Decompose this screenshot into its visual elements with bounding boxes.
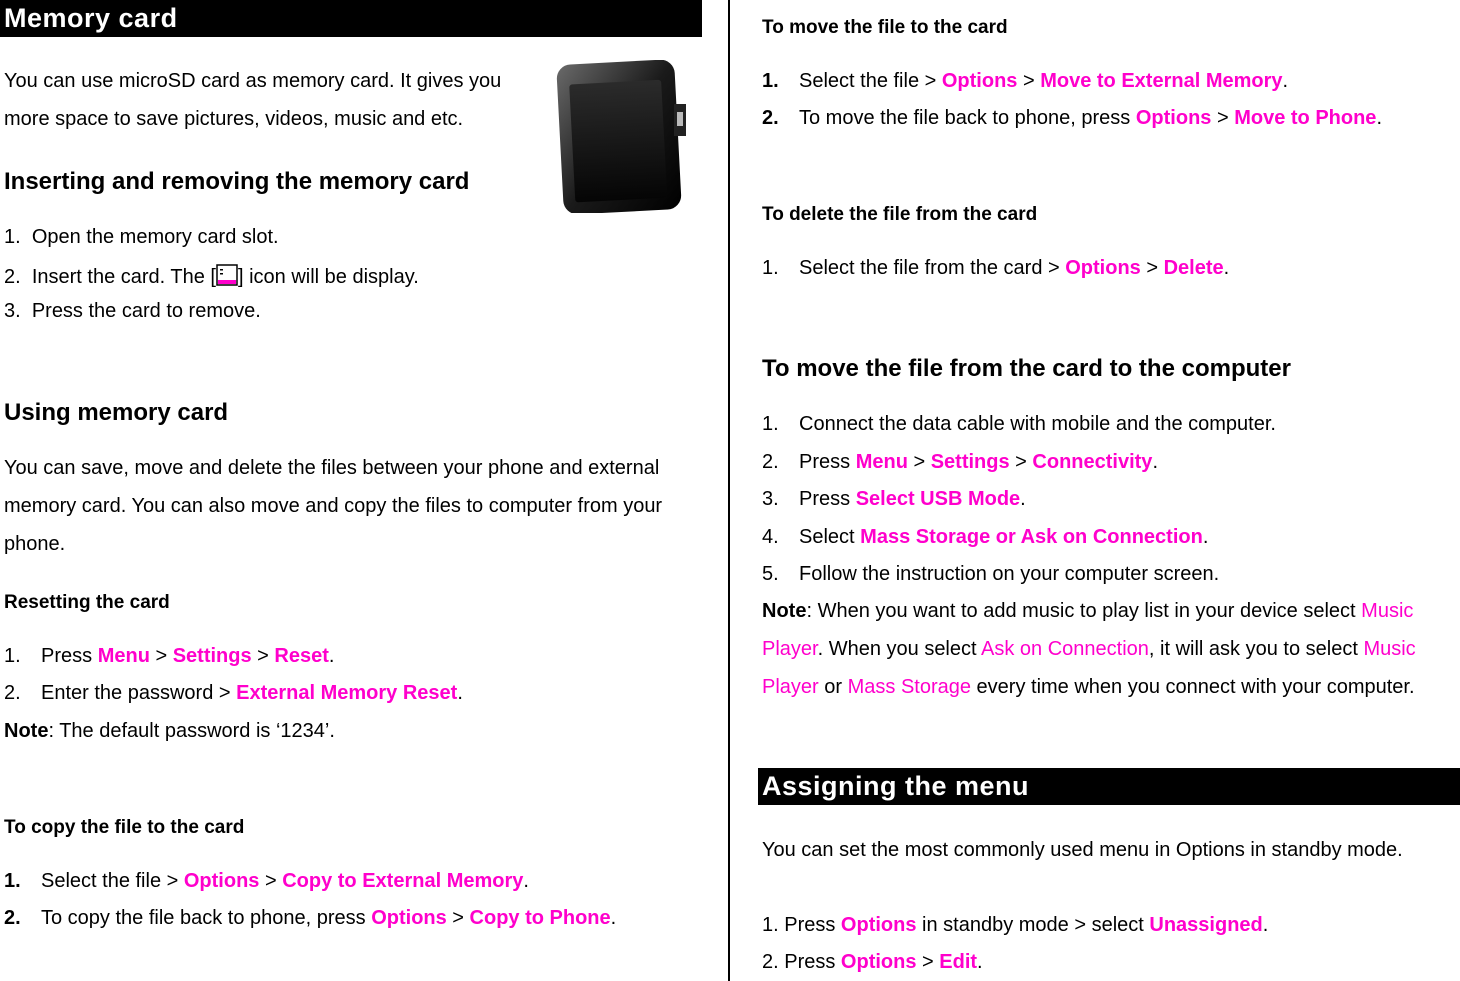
- separator: >: [251, 645, 275, 667]
- reset-step-2: [4, 682, 463, 705]
- keyword-move-to-phone: Move to Phone: [1234, 107, 1377, 129]
- keyword-settings: Settings: [930, 451, 1010, 473]
- step-number: 1.: [762, 257, 779, 279]
- computer-step-2: [762, 451, 1158, 474]
- step-text: Press: [799, 488, 856, 510]
- period: .: [1202, 526, 1209, 548]
- keyword-external-memory-reset: External Memory Reset: [236, 682, 458, 704]
- separator: >: [149, 645, 173, 667]
- copy-step-2: [4, 907, 616, 930]
- period: .: [1152, 451, 1158, 473]
- note-text: : When you want to add music to play list in your device select: [806, 600, 1362, 622]
- keyword-settings: Settings: [172, 645, 252, 667]
- intro-paragraph: You can use microSD card as memory card. It gives you more space to save pictures, videos, music and etc.: [4, 70, 502, 130]
- separator: >: [446, 907, 470, 929]
- computer-step-3: [762, 488, 1026, 511]
- period: .: [1223, 257, 1230, 279]
- keyword-copy-to-phone: Copy to Phone: [469, 907, 611, 929]
- term-music-player: Music Player: [762, 638, 1416, 698]
- delete-step-1: [762, 257, 1229, 280]
- step-text: Press: [799, 451, 856, 473]
- note-label: Note: [4, 720, 49, 742]
- keyword-options: Options: [840, 951, 917, 973]
- step-number: 2.: [762, 451, 779, 473]
- keyword-edit: Edit: [939, 951, 978, 973]
- assign-intro: You can set the most commonly used menu in Options in standby mode.: [762, 839, 1403, 861]
- computer-step-5: [762, 563, 1219, 586]
- term-ask-on-connection: Ask on Connection: [981, 638, 1149, 660]
- period: .: [328, 645, 335, 667]
- note-label: Note: [762, 600, 807, 622]
- step-text: Select the file >: [41, 870, 184, 892]
- computer-step-4: [762, 526, 1208, 549]
- step-number: 3.: [762, 488, 779, 510]
- heading-using: Using memory card: [4, 399, 229, 426]
- step-text: 1. Press: [762, 914, 841, 936]
- phone-image: [552, 60, 692, 213]
- period: .: [977, 951, 983, 973]
- insert-step-3: [4, 300, 261, 323]
- step-text: To move the file back to phone, press: [799, 107, 1136, 129]
- memory-card-icon: [216, 264, 238, 286]
- note-text: : The default password is ‘1234’.: [48, 720, 335, 742]
- keyword-delete: Delete: [1163, 257, 1224, 279]
- column-divider: [728, 0, 730, 981]
- separator: >: [1211, 107, 1235, 129]
- step-number: 4.: [762, 526, 779, 548]
- assign-step-2: [762, 951, 983, 974]
- step-text: in standby mode > select: [916, 914, 1150, 936]
- step-number: 2.: [4, 682, 21, 704]
- separator: >: [1017, 70, 1041, 92]
- step-number: 2.: [4, 907, 21, 929]
- period: .: [1262, 914, 1269, 936]
- period: .: [1376, 107, 1382, 129]
- keyword-options: Options: [941, 70, 1018, 92]
- step-text: Select the file from the card >: [799, 257, 1066, 279]
- step-text: Open the memory card slot.: [31, 226, 279, 248]
- step-text: Select: [799, 526, 861, 548]
- heading-move: To move the file to the card: [762, 17, 1008, 38]
- separator: >: [907, 451, 931, 473]
- step-text: Press the card to remove.: [31, 300, 261, 322]
- note-text: . When you select: [817, 638, 982, 660]
- assign-step-1: [762, 914, 1268, 937]
- heading-copy: To copy the file to the card: [4, 817, 245, 838]
- insert-step-2: [4, 264, 419, 289]
- period: .: [610, 907, 617, 929]
- step-text: Press: [41, 645, 98, 667]
- insert-step-1: [4, 226, 279, 249]
- separator: >: [259, 870, 283, 892]
- keyword-mass-storage-or-ask: Mass Storage or Ask on Connection: [860, 526, 1203, 548]
- step-number: 1.: [762, 70, 779, 92]
- section-bar-memory-card: [0, 0, 702, 37]
- keyword-copy-to-external-memory: Copy to External Memory: [282, 870, 524, 892]
- period: .: [1282, 70, 1289, 92]
- keyword-options: Options: [1065, 257, 1141, 279]
- section-bar-assigning-menu: [758, 768, 1460, 805]
- heading-computer: To move the file from the card to the computer: [762, 355, 1291, 382]
- keyword-options: Options: [1135, 107, 1212, 129]
- keyword-reset: Reset: [274, 645, 329, 667]
- note-text: or: [818, 676, 848, 698]
- step-number: 3.: [4, 300, 21, 322]
- step-number: 2.: [762, 107, 779, 129]
- keyword-connectivity: Connectivity: [1032, 451, 1153, 473]
- heading-inserting: Inserting and removing the memory card: [4, 168, 470, 195]
- keyword-menu: Menu: [97, 645, 150, 667]
- keyword-select-usb-mode: Select USB Mode: [855, 488, 1021, 510]
- step-number: 1.: [762, 413, 779, 435]
- computer-step-1: [762, 413, 1276, 436]
- note-text: every time when you connect with your computer.: [971, 676, 1415, 698]
- keyword-move-to-external-memory: Move to External Memory: [1040, 70, 1283, 92]
- reset-step-1: [4, 645, 334, 668]
- step-number: 2.: [4, 266, 21, 288]
- step-text: 2. Press: [762, 951, 841, 973]
- section-title: Assigning the menu: [762, 771, 1030, 801]
- separator: >: [1140, 257, 1164, 279]
- step-text-before: Insert the card. The [: [31, 266, 216, 288]
- heading-resetting: Resetting the card: [4, 592, 170, 613]
- separator: >: [1009, 451, 1033, 473]
- step-text-after: ] icon will be display.: [237, 266, 419, 288]
- term-music-player: Music Player: [762, 600, 1414, 660]
- step-text: Enter the password >: [41, 682, 237, 704]
- keyword-options: Options: [371, 907, 447, 929]
- step-number: 5.: [762, 563, 779, 585]
- term-mass-storage: Mass Storage: [847, 676, 971, 698]
- step-number: 1.: [4, 870, 21, 892]
- period: .: [1020, 488, 1026, 510]
- keyword-unassigned: Unassigned: [1149, 914, 1263, 936]
- separator: >: [916, 951, 940, 973]
- move-step-2: [762, 107, 1382, 130]
- heading-delete: To delete the file from the card: [762, 204, 1038, 225]
- move-step-1: [762, 70, 1288, 93]
- computer-note: [762, 592, 1460, 706]
- step-number: 1.: [4, 645, 21, 667]
- period: .: [457, 682, 463, 704]
- period: .: [523, 870, 529, 892]
- section-title: Memory card: [4, 3, 178, 33]
- keyword-options: Options: [840, 914, 917, 936]
- step-number: 1.: [4, 226, 21, 248]
- copy-step-1: [4, 870, 529, 893]
- step-text: Select the file >: [799, 70, 942, 92]
- step-text: Follow the instruction on your computer screen.: [799, 563, 1220, 585]
- using-paragraph: You can save, move and delete the files between your phone and external memory card. You can also move and copy the files to computer from your phone.: [4, 457, 663, 555]
- note-text: , it will ask you to select: [1148, 638, 1364, 660]
- keyword-options: Options: [183, 870, 260, 892]
- reset-note: [4, 720, 335, 743]
- keyword-menu: Menu: [855, 451, 908, 473]
- step-text: To copy the file back to phone, press: [41, 907, 372, 929]
- step-text: Connect the data cable with mobile and the computer.: [799, 413, 1276, 435]
